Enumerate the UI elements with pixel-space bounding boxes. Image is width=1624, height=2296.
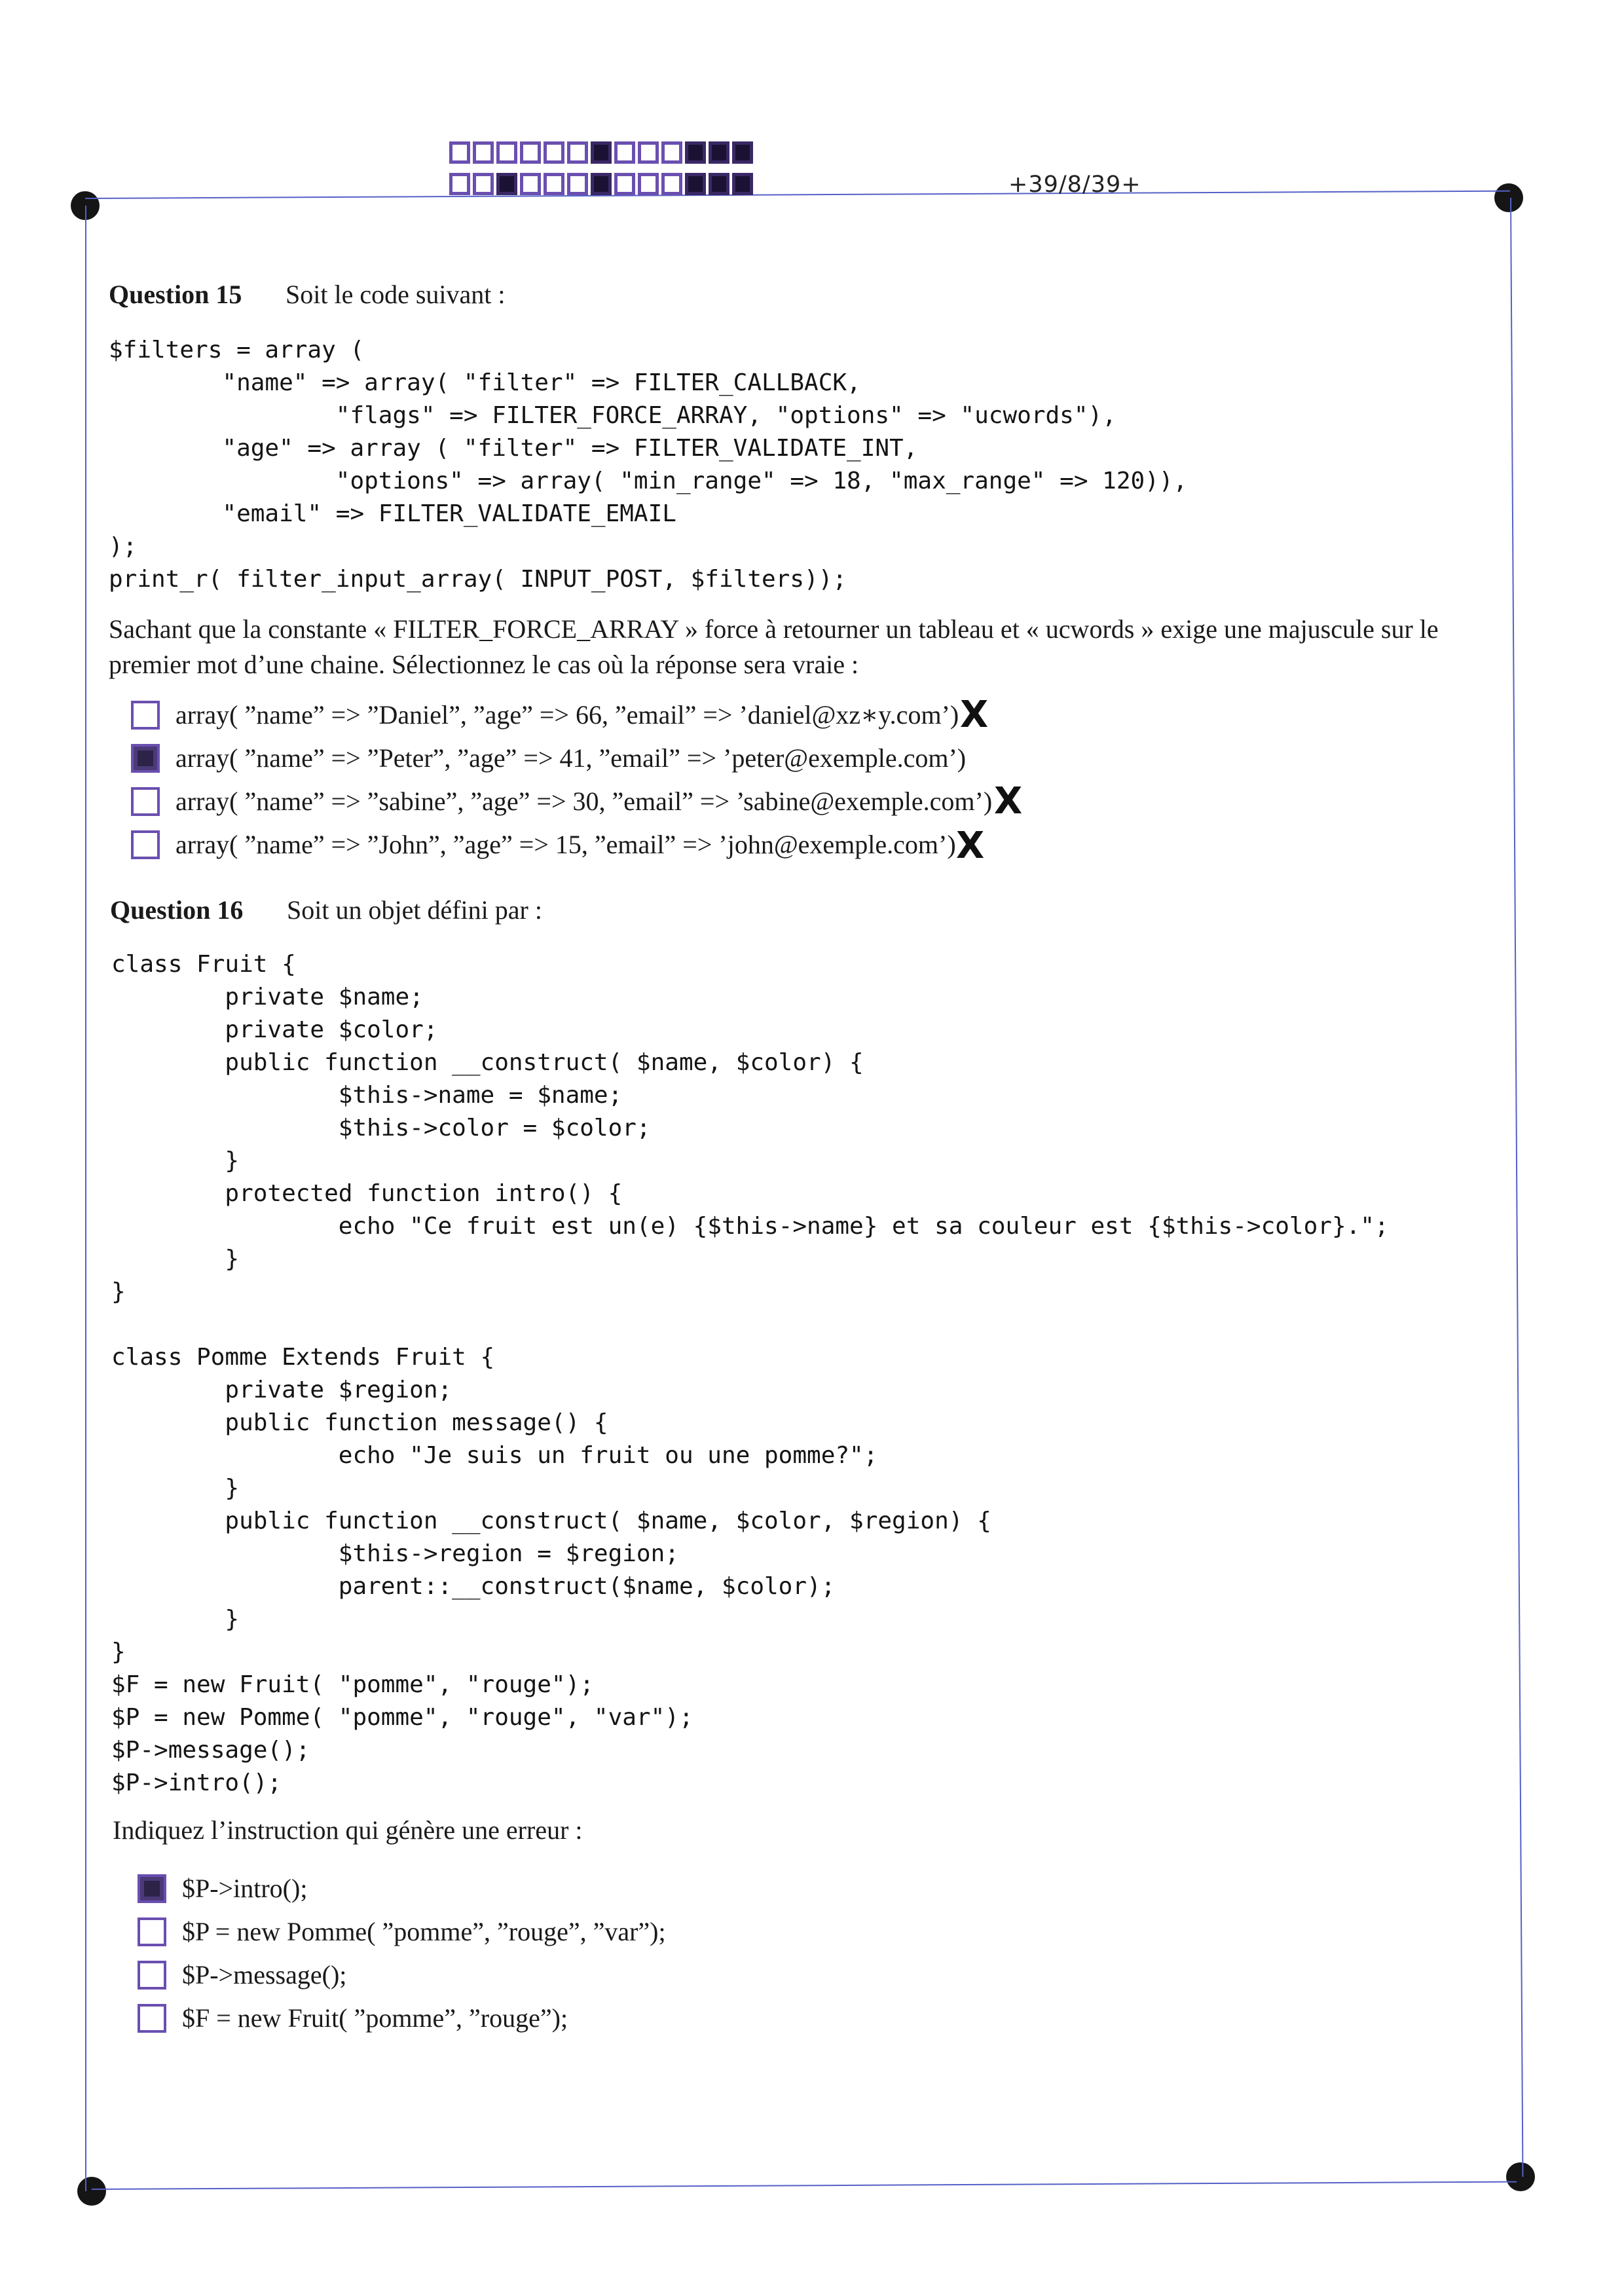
code-line: } [111, 1147, 240, 1174]
code-line: $this->region = $region; [111, 1540, 679, 1567]
code-block-q15 [109, 334, 1187, 596]
code-grid-cell [709, 173, 729, 195]
option-label: array( ”name” => ”John”, ”age” => 15, ”email” => ’john@exemple.com’) [175, 830, 956, 859]
code-grid-cell [591, 141, 612, 164]
code-line: $filters = array ( [109, 337, 365, 363]
code-line: } [111, 1475, 240, 1502]
checkbox-checked[interactable] [131, 744, 160, 773]
code-line: parent::__construct($name, $color); [111, 1573, 836, 1600]
code-grid-cell [614, 141, 635, 164]
option-label: array( ”name” => ”Peter”, ”age” => 41, ”email” => ’peter@exemple.com’) [175, 743, 967, 773]
question-label: Question 16 [110, 895, 244, 925]
option-label: $P->intro(); [182, 1874, 308, 1903]
code-line: $P->message(); [111, 1737, 310, 1764]
checkbox[interactable] [138, 2004, 166, 2033]
code-line: class Fruit { [111, 951, 296, 978]
code-grid-cell [614, 173, 635, 195]
code-line: echo "Je suis un fruit ou une pomme?"; [111, 1442, 878, 1469]
instruction-line-1: Indiquez l’instruction qui génère une erreur : [113, 1815, 583, 1845]
question-15-header [109, 279, 506, 310]
code-grid-cell [732, 173, 753, 195]
code-grid-cell [732, 141, 753, 164]
option-label: $P->message(); [182, 1960, 347, 1990]
question-label: Question 15 [109, 280, 242, 309]
answer-sheet-code-grid [449, 141, 757, 200]
code-grid-cell [473, 173, 494, 195]
option-label: array( ”name” => ”Daniel”, ”age” => 66, ”email” => ’daniel@xz∗y.com’) [175, 700, 959, 730]
code-line: $P = new Pomme( "pomme", "rouge", "var"); [111, 1704, 693, 1731]
handwritten-cross-mark: X [960, 694, 989, 736]
code-line: "email" => FILTER_VALIDATE_EMAIL [109, 500, 676, 527]
code-line: public function __construct( $name, $color, $region) { [111, 1508, 991, 1534]
code-grid-cell [638, 141, 659, 164]
frame-top-border [85, 191, 1510, 199]
code-grid-cell [544, 141, 564, 164]
checkbox[interactable] [131, 787, 160, 816]
option-label: $P = new Pomme( ”pomme”, ”rouge”, ”var”); [182, 1917, 666, 1946]
registration-mark-top-right [1494, 183, 1523, 212]
code-line: private $region; [111, 1377, 452, 1403]
code-line: private $color; [111, 1016, 438, 1043]
handwritten-cross-mark: X [994, 780, 1023, 823]
code-line: "options" => array( "min_range" => 18, "max_range" => 120)), [109, 468, 1188, 494]
code-line: protected function intro() { [111, 1180, 623, 1207]
code-grid-cell [449, 173, 470, 195]
registration-mark-bottom-right [1506, 2162, 1535, 2191]
checkbox[interactable] [131, 830, 160, 859]
question-16-instruction [113, 1813, 1514, 1848]
instruction-line-2: premier mot d’une chaine. Sélectionnez le cas où la réponse sera vraie : [109, 650, 859, 679]
code-grid-cell [709, 141, 729, 164]
code-line: class Pomme Extends Fruit { [111, 1344, 495, 1371]
code-block-q16 [111, 948, 1389, 1800]
code-line: private $name; [111, 984, 424, 1010]
code-line: ); [109, 533, 138, 560]
frame-left-border [85, 206, 86, 2191]
code-grid-cell [520, 173, 541, 195]
code-grid-cell [496, 173, 517, 195]
question-16-header [110, 895, 542, 925]
option-label: $F = new Fruit( ”pomme”, ”rouge”); [182, 2003, 568, 2033]
code-line: $F = new Fruit( "pomme", "rouge"); [111, 1671, 594, 1698]
code-line: } [111, 1639, 126, 1665]
code-line: $P->intro(); [111, 1769, 282, 1796]
frame-right-border [1510, 198, 1523, 2177]
code-grid-cell [685, 173, 706, 195]
question-15-instruction [109, 612, 1510, 682]
code-grid-cell [496, 141, 517, 164]
code-line: public function message() { [111, 1409, 608, 1436]
checkbox[interactable] [138, 1961, 166, 1990]
code-line: echo "Ce fruit est un(e) {$this->name} et sa couleur est {$this->color}."; [111, 1213, 1389, 1240]
code-grid-cell [473, 141, 494, 164]
option-label: array( ”name” => ”sabine”, ”age” => 30, ”email” => ’sabine@exemple.com’) [175, 787, 993, 816]
registration-mark-bottom-left [77, 2177, 106, 2206]
code-line: print_r( filter_input_array( INPUT_POST, $filters)); [109, 566, 847, 593]
code-grid-cell [638, 173, 659, 195]
code-line: $this->color = $color; [111, 1115, 651, 1141]
code-grid-cell [591, 173, 612, 195]
question-prompt: Soit un objet défini par : [287, 895, 542, 925]
code-line: public function __construct( $name, $color) { [111, 1049, 864, 1076]
code-grid-cell [544, 173, 564, 195]
code-grid-cell [661, 141, 682, 164]
code-line: } [111, 1278, 126, 1305]
handwritten-cross-mark: X [956, 824, 985, 867]
code-grid-cell [661, 173, 682, 195]
checkbox[interactable] [138, 1917, 166, 1946]
code-line: "name" => array( "filter" => FILTER_CALLBACK, [109, 369, 861, 396]
code-line: } [111, 1246, 240, 1272]
page-code: +39/8/39+ [1008, 172, 1141, 198]
code-line: "flags" => FILTER_FORCE_ARRAY, "options" => "ucwords"), [109, 402, 1116, 429]
code-line: "age" => array ( "filter" => FILTER_VALIDATE_INT, [109, 435, 918, 462]
code-grid-cell [449, 141, 470, 164]
code-line: $this->name = $name; [111, 1082, 623, 1109]
code-grid-cell [520, 141, 541, 164]
checkbox-checked[interactable] [138, 1874, 166, 1903]
code-grid-cell [567, 173, 588, 195]
instruction-line-1: Sachant que la constante « FILTER_FORCE_ARRAY » force à retourner un tableau et « ucwords » exige une majuscule sur le [109, 614, 1439, 644]
code-line: } [111, 1606, 240, 1633]
code-grid-cell [567, 141, 588, 164]
code-grid-cell [685, 141, 706, 164]
frame-bottom-border [92, 2181, 1517, 2190]
checkbox[interactable] [131, 701, 160, 730]
question-prompt: Soit le code suivant : [286, 280, 506, 309]
